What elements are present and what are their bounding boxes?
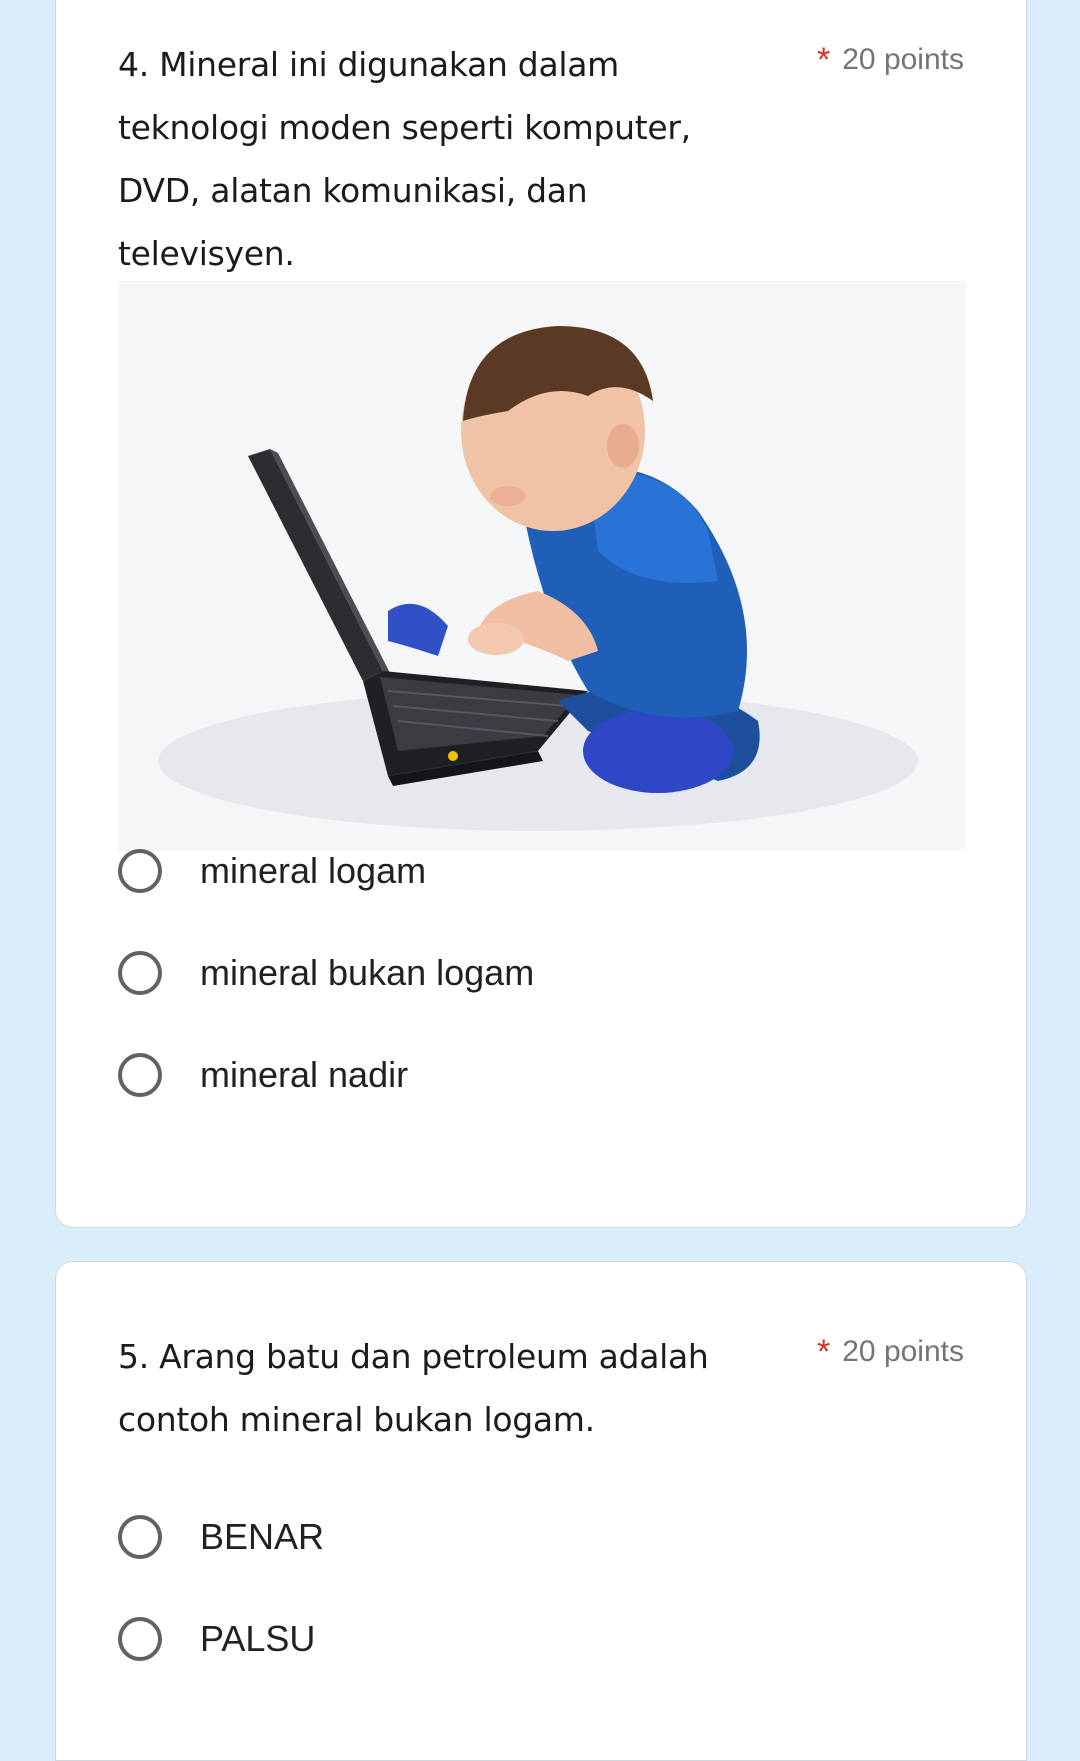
question-meta [817, 1335, 964, 1369]
radio-option[interactable] [118, 841, 426, 901]
radio-unchecked-icon[interactable] [118, 1053, 162, 1097]
question-image [118, 281, 966, 851]
radio-option[interactable] [118, 1507, 324, 1567]
radio-option[interactable] [118, 1609, 315, 1669]
question-card-5 [55, 1261, 1027, 1761]
radio-unchecked-icon[interactable] [118, 1617, 162, 1661]
option-label: mineral logam [200, 850, 427, 891]
question-header [118, 1325, 964, 1451]
radio-unchecked-icon[interactable] [118, 1515, 162, 1559]
question-header [118, 33, 964, 285]
radio-option[interactable] [118, 943, 534, 1003]
points-label: 20 points [842, 1335, 964, 1368]
option-label: mineral nadir [200, 1054, 409, 1095]
radio-option[interactable] [118, 1045, 408, 1105]
question-card-4 [55, 0, 1027, 1228]
question-meta [817, 43, 964, 77]
option-label: BENAR [200, 1516, 325, 1557]
baby-with-laptop-illustration [118, 281, 966, 851]
option-label: mineral bukan logam [200, 952, 535, 993]
radio-unchecked-icon[interactable] [118, 849, 162, 893]
radio-unchecked-icon[interactable] [118, 951, 162, 995]
points-label: 20 points [842, 43, 964, 76]
question-title: 5. Arang batu dan petroleum adalah contoh mineral bukan logam. [118, 1337, 709, 1439]
required-asterisk: * [817, 1333, 831, 1371]
option-label: PALSU [200, 1618, 316, 1659]
required-asterisk: * [817, 41, 831, 79]
question-title: 4. Mineral ini digunakan dalam teknologi moden seperti komputer, DVD, alatan komunikasi, dan televisyen. [118, 45, 691, 273]
